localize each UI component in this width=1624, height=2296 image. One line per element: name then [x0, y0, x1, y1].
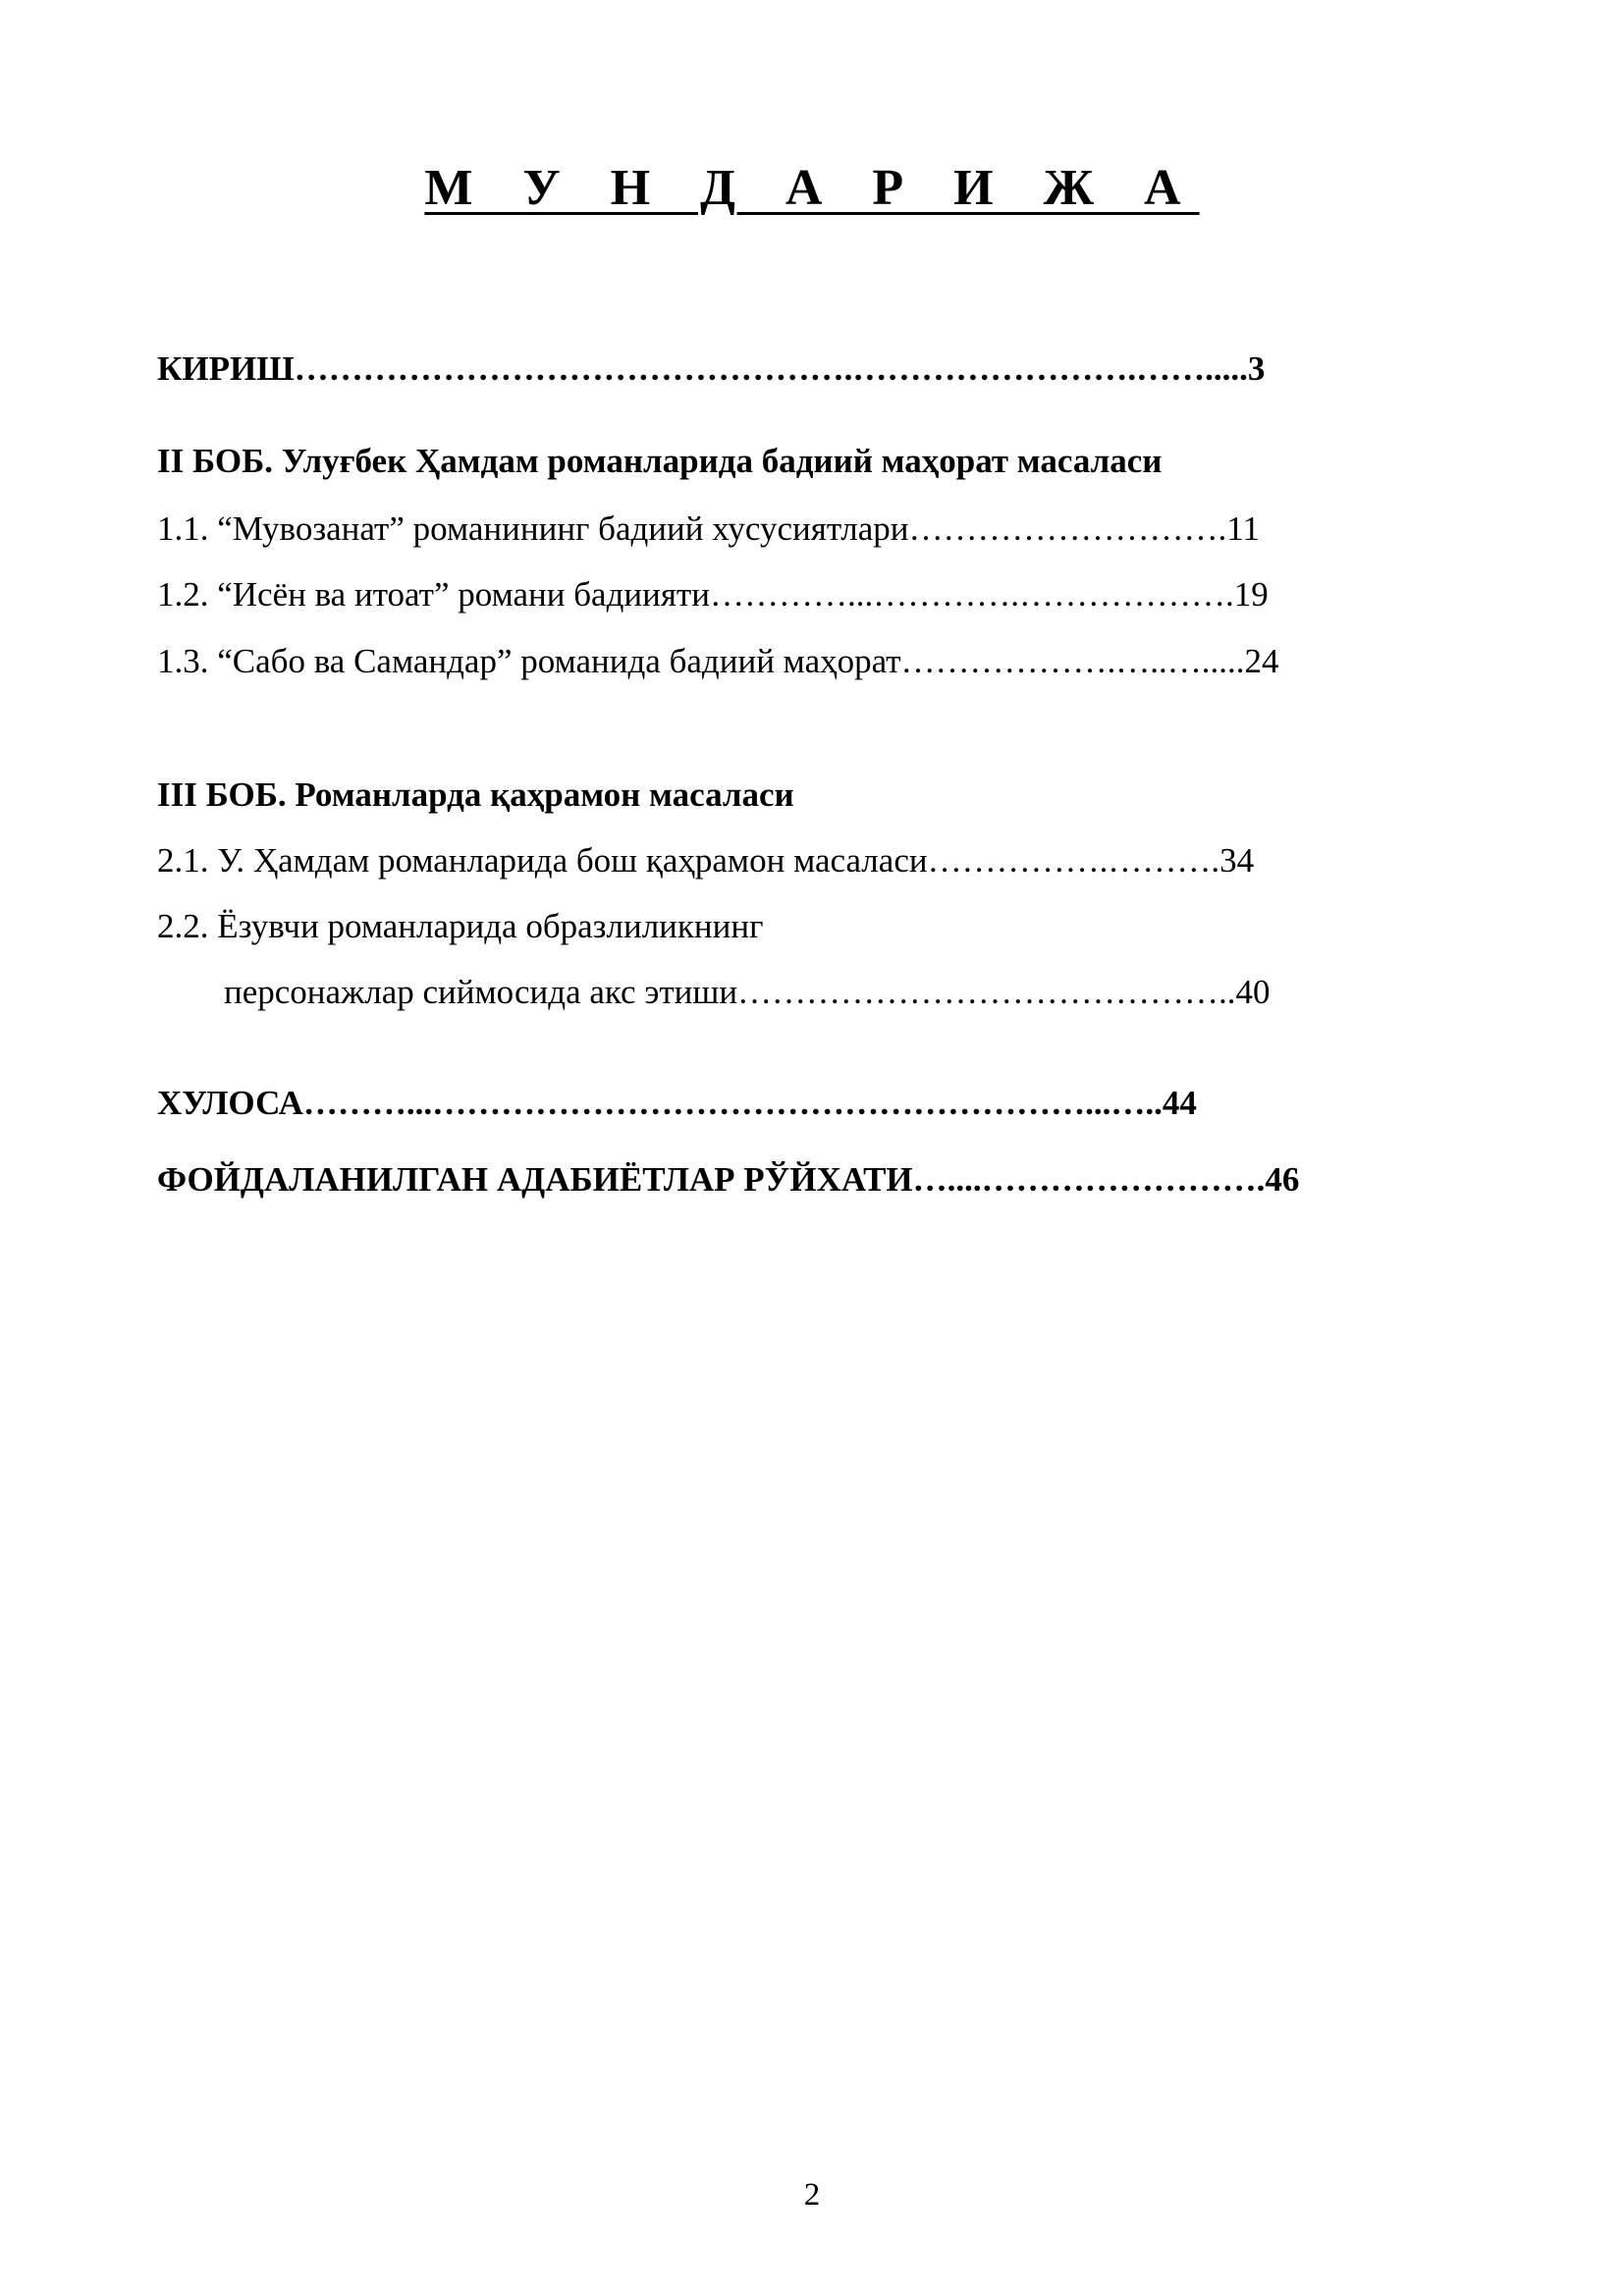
toc-entry-intro: КИРИШ………………………………………….…………………….…….....3 [157, 349, 1266, 388]
toc-entry-references: ФОЙДАЛАНИЛГАН АДАБИЁТЛАР РЎЙХАТИ…....…………………….46 [157, 1160, 1300, 1199]
page-title: М У Н Д А Р И Ж А [424, 160, 1200, 216]
toc-entry-conclusion: ХУЛОСА………...…………………………………………………...…..44 [157, 1084, 1197, 1122]
toc-chapter-2-heading: II БОБ. Улуғбек Ҳамдам романларида бадиий маҳорат масаласи [157, 442, 1163, 480]
toc-entry-2-2-line2: персонажлар сиймосида акс этиши……………………………………..40 [224, 973, 1271, 1011]
toc-entry-1-1: 1.1. “Мувозанат” романининг бадиий хусусиятлари……………………….11 [157, 509, 1260, 548]
toc-chapter-3-heading: III БОБ. Романларда қаҳрамон масаласи [157, 775, 794, 814]
toc-entry-1-3: 1.3. “Сабо ва Самандар” романида бадиий маҳорат……………….…..….....24 [157, 642, 1279, 680]
toc-entry-2-2-line1: 2.2. Ёзувчи романларида образлиликнинг [157, 907, 764, 945]
toc-entry-1-2: 1.2. “Исён ва итоат” романи бадиияти…………...………….……………….19 [157, 575, 1269, 614]
page-number: 2 [803, 2177, 821, 2213]
toc-entry-2-1: 2.1. У. Ҳамдам романларида бош қаҳрамон масаласи…………….……….34 [157, 841, 1255, 880]
